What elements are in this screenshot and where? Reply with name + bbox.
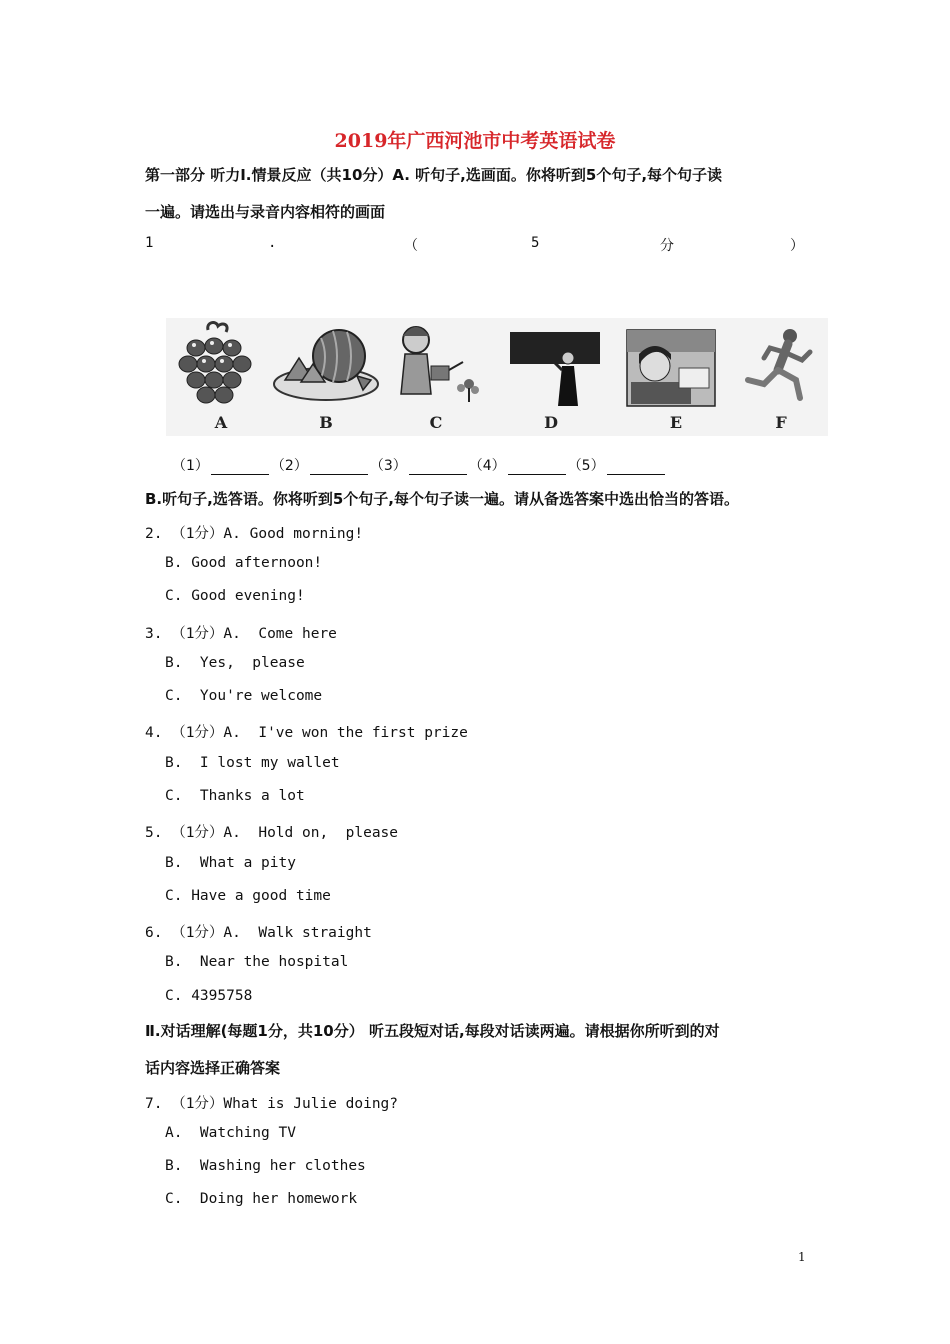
q3-stem: 3. （1分）A. Come here	[145, 626, 337, 642]
partb-heading: B.听句子,选答语。你将听到5个句子,每个句子读一遍。请从备选答案中选出恰当的答语。	[145, 490, 739, 508]
q1-close-paren: ）	[790, 238, 804, 254]
picture-c-label: C	[429, 413, 443, 432]
part1-heading-line2: 一遍。请选出与录音内容相符的画面	[145, 203, 386, 221]
q1-open-paren: （	[404, 238, 418, 254]
picture-f-label: F	[775, 413, 787, 432]
watering-flowers-icon	[381, 318, 491, 413]
q4-option-b: B. I lost my wallet	[165, 755, 340, 771]
q7-option-b: B. Washing her clothes	[165, 1158, 366, 1174]
picture-strip	[166, 318, 828, 436]
q1-unit: 分	[660, 238, 674, 254]
part2-heading-line2: 话内容选择正确答案	[145, 1059, 281, 1077]
q1-score: 5	[531, 235, 540, 251]
picture-e-label: E	[669, 413, 683, 432]
girl-reading-icon	[621, 318, 731, 413]
blank-label-5: （5）	[567, 458, 605, 474]
picture-c	[381, 318, 491, 436]
answer-blank-5[interactable]	[607, 460, 665, 475]
grapes-icon	[166, 318, 276, 413]
q3-option-c: C. You're welcome	[165, 688, 323, 704]
page-number: 1	[798, 1250, 806, 1264]
picture-b	[271, 318, 381, 436]
q6-stem: 6. （1分）A. Walk straight	[145, 925, 372, 941]
answer-blank-3[interactable]	[409, 460, 467, 475]
q2-option-b: B. Good afternoon!	[165, 555, 323, 571]
picture-e	[621, 318, 731, 436]
watermelon-icon	[271, 318, 381, 413]
running-man-icon	[726, 318, 836, 413]
picture-d	[496, 318, 606, 436]
blank-label-4: （4）	[468, 458, 506, 474]
q3-option-b: B. Yes, please	[165, 655, 305, 671]
picture-d-label: D	[544, 413, 558, 432]
page-title: 2019年广西河池市中考英语试卷	[334, 130, 616, 152]
q7-option-c: C. Doing her homework	[165, 1191, 358, 1207]
part1-heading-line1: 第一部分 听力Ⅰ.情景反应（共10分）A. 听句子,选画面。你将听到5个句子,每个句子读	[145, 166, 723, 184]
q2-option-c: C. Good evening!	[165, 588, 305, 604]
part2-heading-line1: Ⅱ.对话理解(每题1分，共10分） 听五段短对话,每段对话读两遍。请根据你所听到的对	[145, 1022, 720, 1040]
q6-option-b: B. Near the hospital	[165, 954, 349, 970]
q4-option-c: C. Thanks a lot	[165, 788, 305, 804]
blank-label-3: （3）	[369, 458, 407, 474]
q7-option-a: A. Watching TV	[165, 1125, 296, 1141]
answer-blanks	[172, 455, 667, 475]
blank-label-2: （2）	[270, 458, 308, 474]
q1-dot: .	[268, 235, 277, 251]
picture-a-label: A	[214, 413, 228, 432]
picture-f	[726, 318, 836, 436]
answer-blank-1[interactable]	[211, 460, 269, 475]
q5-stem: 5. （1分）A. Hold on, please	[145, 825, 399, 841]
q7-stem: 7. （1分）What is Julie doing?	[145, 1096, 399, 1112]
picture-b-label: B	[319, 413, 333, 432]
q5-option-c: C. Have a good time	[165, 888, 331, 904]
answer-blank-4[interactable]	[508, 460, 566, 475]
q1-number: 1	[145, 235, 154, 251]
blank-label-1: （1）	[172, 458, 209, 474]
q6-option-c: C. 4395758	[165, 988, 253, 1004]
picture-a	[166, 318, 276, 436]
q4-stem: 4. （1分）A. I've won the first prize	[145, 725, 468, 741]
q2-stem: 2. （1分）A. Good morning!	[145, 526, 364, 542]
answer-blank-2[interactable]	[310, 460, 368, 475]
teacher-blackboard-icon	[496, 318, 606, 413]
q5-option-b: B. What a pity	[165, 855, 296, 871]
